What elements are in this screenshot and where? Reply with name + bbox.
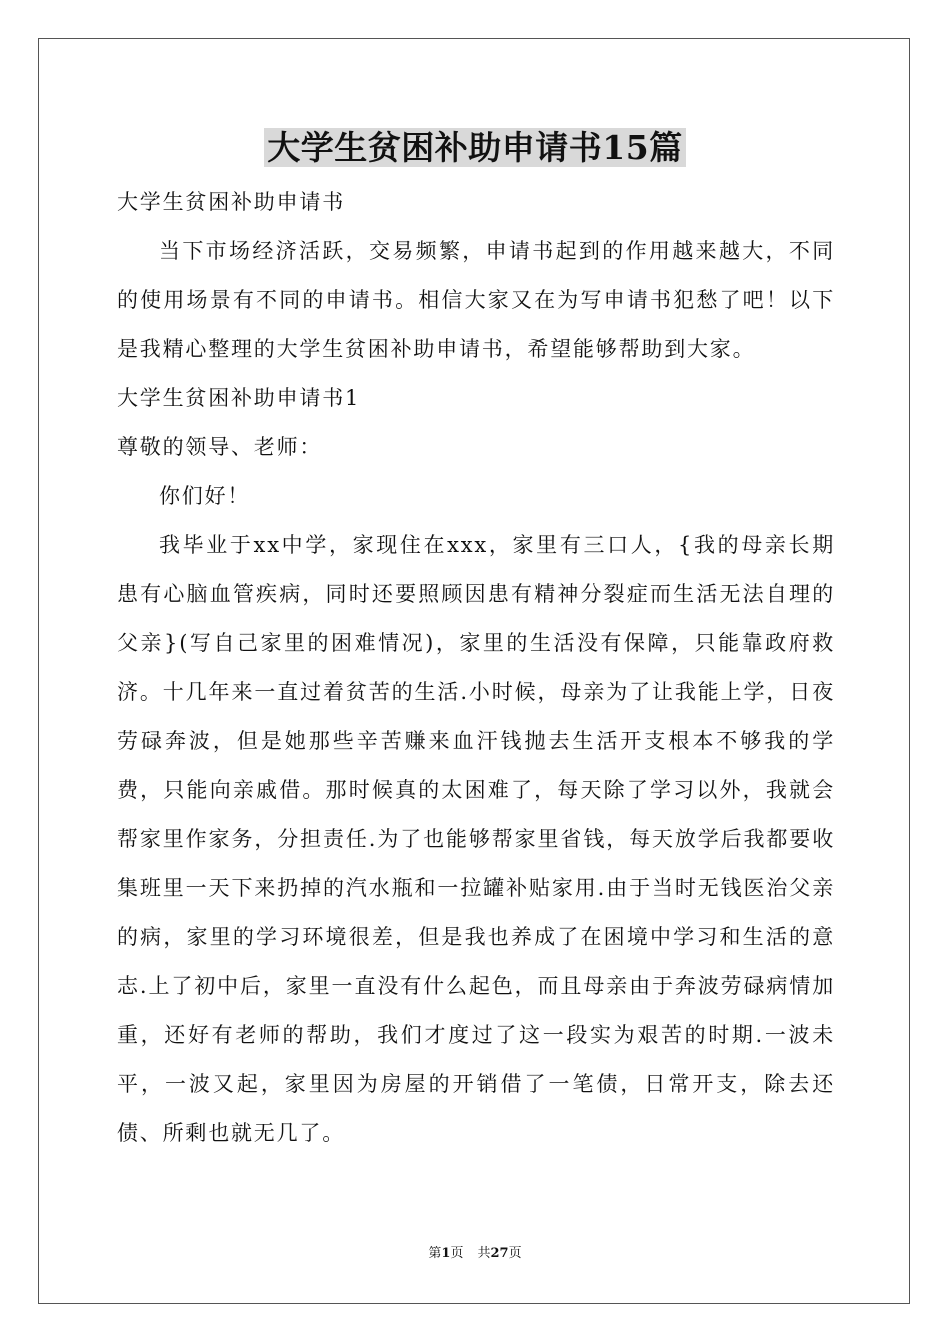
letter-body-paragraph: 我毕业于xx中学，家现住在xxx，家里有三口人，{我的母亲长期患有心脑血管疾病，同时还要照顾因患有精神分裂症而生活无法自理的父亲}(写自己家里的困难情况)，家里的生活没有保障，只能靠政府救济。十几年来一直过着贫苦的生活.小时候，母亲为了让我能上学，日夜劳碌奔波，但是她那些辛苦赚来血汗钱抛去生活开支根本不够我的学费，只能向亲戚借。那时候真的太困难了，每天除了学习以外，我就会帮家里作家务，分担责任.为了也能够帮家里省钱，每天放学后我都要收集班里一天下来扔掉的汽水瓶和一拉罐补贴家用.由于当时无钱医治父亲的病，家里的学习环境很差，但是我也养成了在困境中学习和生活的意志.上了初中后，家里一直没有什么起色，而且母亲由于奔波劳碌病情加重，还好有老师的帮助，我们才度过了这一段实为艰苦的时期.一波未平，一波又起，家里因为房屋的开销借了一笔债，日常开支，除去还债、所剩也就无几了。 (117, 533, 835, 1145)
footer-page-prefix: 第 (428, 1246, 442, 1261)
footer-total-pages: 27 (490, 1246, 509, 1261)
document-title-text: 大学生贫困补助申请书15篇 (264, 128, 685, 167)
letter-heading: 大学生贫困补助申请书1 (117, 386, 361, 410)
page-footer (0, 1245, 950, 1263)
letter-salutation: 尊敬的领导、老师： (117, 435, 323, 459)
intro-paragraph: 当下市场经济活跃，交易频繁，申请书起到的作用越来越大，不同的使用场景有不同的申请书。相信大家又在为写申请书犯愁了吧！以下是我精心整理的大学生贫困补助申请书，希望能够帮助到大家。 (117, 239, 835, 361)
section-heading: 大学生贫困补助申请书 (117, 190, 345, 214)
footer-total-prefix: 共 (477, 1246, 491, 1261)
document-title (0, 124, 950, 172)
footer-current-page: 1 (441, 1246, 451, 1261)
footer-page-unit: 页 (450, 1246, 464, 1261)
letter-greeting: 你们好！ (159, 484, 251, 508)
document-body (117, 178, 835, 1158)
footer-total-unit: 页 (508, 1246, 522, 1261)
